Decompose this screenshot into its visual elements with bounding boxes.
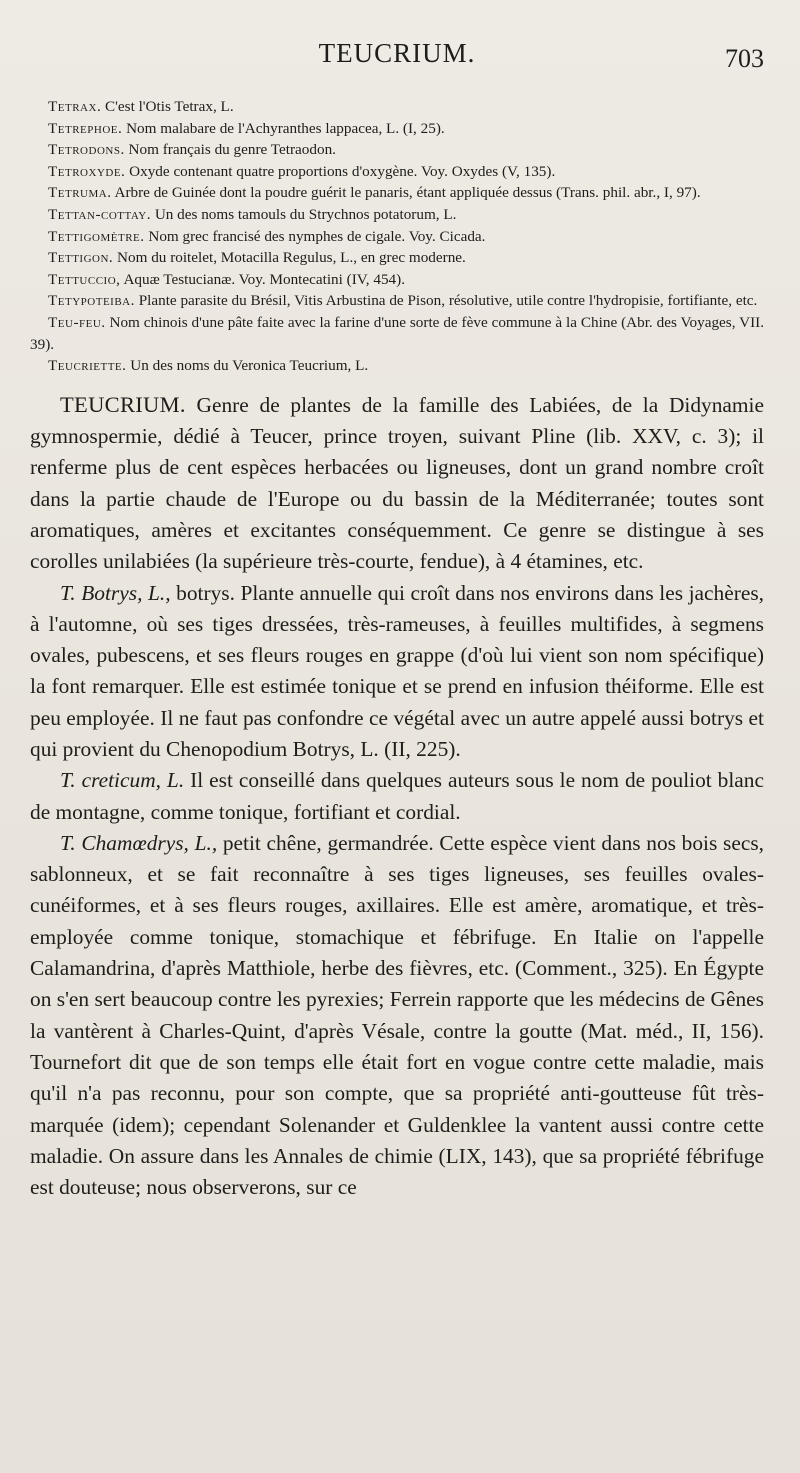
- entry-tetypoteiba: [30, 290, 764, 312]
- entry-text: Un des noms du Veronica Teucrium, L.: [130, 357, 369, 375]
- entry-tetrax: [30, 96, 764, 118]
- species-name: T. creticum, L.: [60, 768, 185, 793]
- entry-headword: Tetrax.: [48, 98, 102, 115]
- entry-headword: Tettigomètre.: [48, 227, 145, 245]
- entry-text: Un des noms tamouls du Strychnos potatorum, L.: [154, 205, 457, 223]
- entry-text: Aquæ Testucianæ. Voy. Montecatini (IV, 454).: [123, 270, 406, 288]
- entry-text: Plante parasite du Brésil, Vitis Arbustina de Pison, résolutive, utile contre l'hydropisie, fortifiante, etc.: [138, 292, 758, 310]
- article-headword: TEUCRIUM.: [60, 391, 186, 417]
- article-text: Genre de plantes de la famille des Labiées, de la Didynamie gymnospermie, dédié à Teucer, prince troyen, suivant Pline (lib. XXV, c. 3); il renferme plus de cent espèces herbacées ou ligneuses, dont un grand nombre croît dans la partie chaude de l'Europe ou du bassin de la Méditerranée; toutes sont aromatiques, amères et excitantes conséquemment. Ce genre se distingue à ses corolles unilabiées (la supérieure très-courte, fendue), à 4 étamines, etc.: [30, 392, 764, 574]
- entry-tetrodons: [30, 139, 764, 161]
- entry-text: C'est l'Otis Tetrax, L.: [105, 98, 234, 115]
- entry-text: Nom français du genre Tetraodon.: [128, 141, 336, 159]
- entry-tetroxyde: [30, 161, 764, 183]
- entry-headword: Teucriette.: [48, 357, 127, 375]
- running-head: [30, 34, 764, 74]
- article-text: petit chêne, germandrée. Cette espèce vient dans nos bois secs, sablonneux, et se fait reconnaître à ses tiges ligneuses, ses feuilles ovales-cunéiformes, et à ses fleurs rouges, axillaires. Elle est amère, aromatique, et très-employée comme tonique, stomachique et fébrifuge. En Italie on l'appelle Calamandrina, d'après Matthiole, herbe des fièvres, etc. (Comment., 325). En Égypte on s'en sert beaucoup contre les pyrexies; Ferrein rapporte que les médecins de Gênes la vantèrent à Charles-Quint, d'après Vésale, contre la goutte (Mat. méd., II, 156). Tournefort dit que de son temps elle était fort en vogue contre cette maladie, mais qu'il n'a pas reconnu, pour son compte, que sa propriété anti-goutteuse fût très-marquée (idem); cependant Solenander et Guldenklee la vantent aussi contre cette maladie. On assure dans les Annales de chimie (LIX, 143), que sa propriété fébrifuge est douteuse; nous observerons, sur ce: [30, 830, 764, 1200]
- entry-tettigometre: [30, 226, 764, 248]
- entry-text: Oxyde contenant quatre proportions d'oxygène. Voy. Oxydes (V, 135).: [129, 162, 556, 180]
- entry-headword: Tetrephoe.: [48, 119, 123, 137]
- article-chamaedrys: [30, 828, 764, 1204]
- entry-headword: Tettuccio,: [48, 270, 121, 288]
- entry-headword: Tettan-cottay.: [48, 205, 152, 223]
- entry-text: Nom malabare de l'Achyranthes lappacea, L. (I, 25).: [126, 119, 445, 137]
- entry-tettigon: [30, 247, 764, 269]
- entry-teu-feu: [30, 312, 764, 355]
- entry-headword: Teu-feu.: [48, 313, 106, 331]
- entry-teucriette: [30, 355, 764, 377]
- entry-text: Nom grec francisé des nymphes de cigale. Voy. Cicada.: [148, 227, 486, 245]
- entry-tettuccio: [30, 269, 764, 291]
- species-name: T. Botrys, L.,: [60, 580, 171, 605]
- species-name: T. Chamœdrys, L.,: [60, 830, 218, 855]
- article-creticum: [30, 765, 764, 828]
- running-title: TEUCRIUM.: [318, 38, 476, 68]
- entry-headword: Tetruma.: [48, 184, 112, 202]
- entry-text: Nom chinois d'une pâte faite avec la farine d'une sorte de fève commune à la Chine (Abr. des Voyages, VII. 39).: [30, 313, 764, 353]
- entry-tettan-cottay: [30, 204, 764, 226]
- entry-text: Arbre de Guinée dont la poudre guérit le panaris, étant appliquée dessus (Trans. phil. abr., I, 97).: [114, 184, 701, 202]
- entry-tetrephoe: [30, 118, 764, 140]
- article-text: botrys. Plante annuelle qui croît dans nos environs dans les jachères, à l'automne, où ses tiges dressées, très-rameuses, à feuilles multifides, à segmens ovales, pubescens, et ses fleurs rouges en grappe (d'où lui vient son nom spécifique) la font remarquer. Elle est estimée tonique et se prend en infusion théiforme. Elle est peu employée. Il ne faut pas confondre ce végétal avec un autre appelé aussi botrys et qui provient du Chenopodium Botrys, L. (II, 225).: [30, 580, 764, 761]
- article-botrys: [30, 578, 764, 766]
- article-teucrium: [30, 389, 764, 578]
- page-number: 703: [725, 44, 764, 73]
- entry-tetruma: [30, 182, 764, 204]
- entry-headword: Tetypoteiba.: [48, 292, 135, 310]
- short-entries-list: [30, 96, 764, 377]
- article-text: Il est conseillé dans quelques auteurs sous le nom de pouliot blanc de montagne, comme tonique, fortifiant et cordial.: [30, 768, 764, 824]
- entry-headword: Tetroxyde.: [48, 162, 126, 180]
- entry-headword: Tettigon.: [48, 249, 114, 267]
- entry-text: Nom du roitelet, Motacilla Regulus, L., en grec moderne.: [117, 249, 466, 267]
- entry-headword: Tetrodons.: [48, 141, 125, 159]
- main-article: [30, 389, 764, 1204]
